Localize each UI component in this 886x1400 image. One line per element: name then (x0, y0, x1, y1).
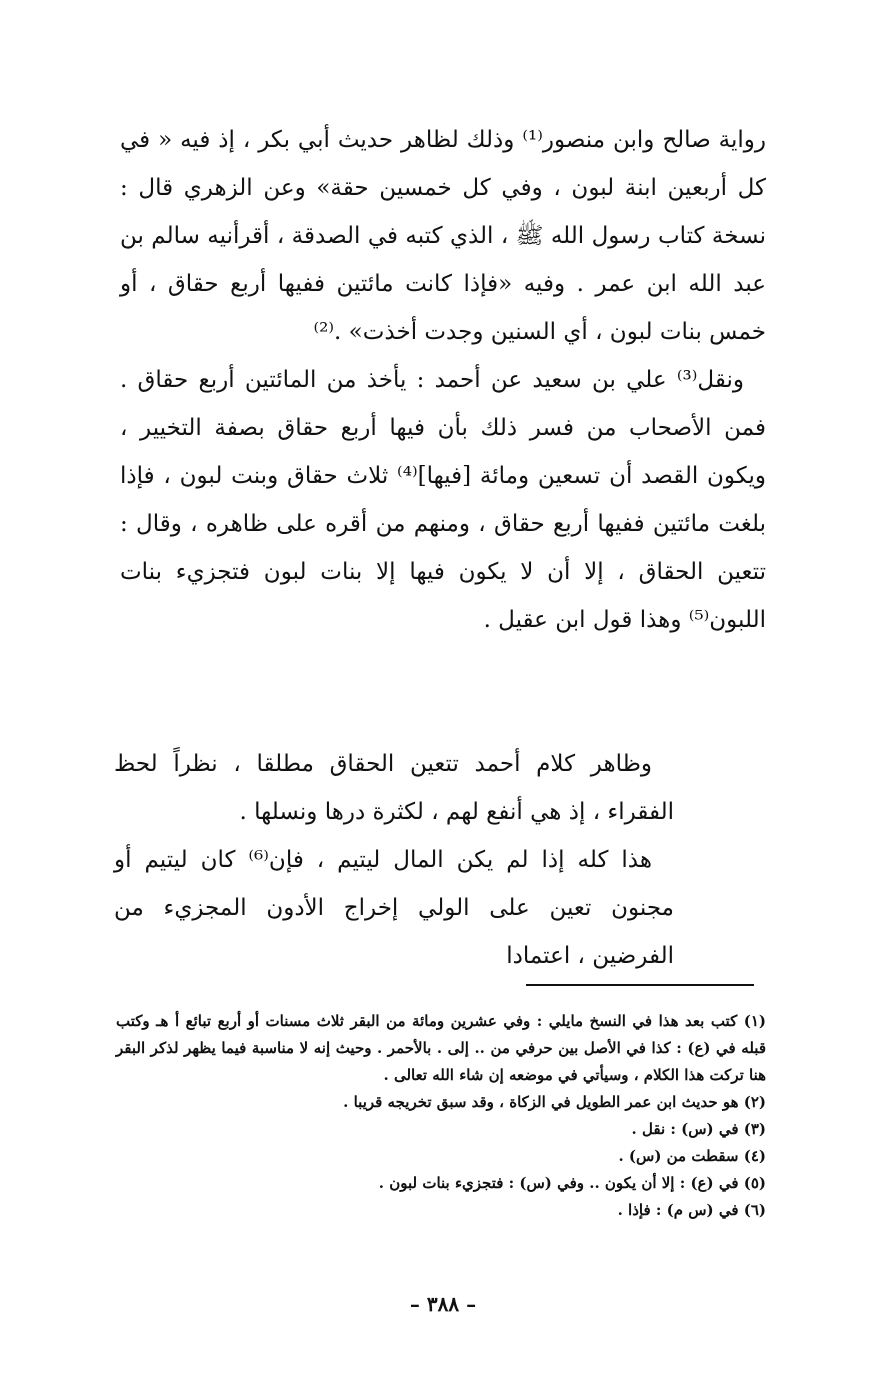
paragraph-1: رواية صالح وابن منصور⁽¹⁾ وذلك لظاهر حديث أبي بكر ، إذ فيه « في كل أربعين ابنة لبون ، وفي كل خمسين حقة» وعن الزهري قال : نسخة كتاب رسول الله ﷺ ، الذي كتبه في الصدقة ، أقرأنيه سالم بن عبد الله ابن عمر . وفيه «فإذا كانت مائتين ففيها أربع حقاق ، أو خمس بنات لبون ، أي السنين وجدت أخذت» .⁽²⁾ (120, 127, 766, 345)
footnote-4: (٤) سقطت من (س) . (618, 1147, 766, 1165)
footnote-5: (٥) في (ع) : إلا أن يكون .. وفي (س) : فتجزيء بنات لبون . (378, 1174, 766, 1192)
footnote-2: (٢) هو حديث ابن عمر الطويل في الزكاة ، وقد سبق تخريجه قريبا . (343, 1093, 766, 1111)
main-text-top (120, 116, 766, 644)
footnote-separator (526, 984, 754, 986)
footnote-6: (٦) في (س م) : فإذا . (617, 1201, 766, 1219)
page-number: – ٣٨٨ – (409, 1292, 477, 1316)
paragraph-4: هذا كله إذا لم يكن المال ليتيم ، فإن⁽⁶⁾ كان ليتيم أو مجنون تعين على الولي إخراج الأدون المجزيء من الفرضين ، اعتمادا (114, 847, 674, 969)
footnote-3: (٣) في (س) : نقل . (631, 1120, 766, 1138)
paragraph-2: ونقل⁽³⁾ علي بن سعيد عن أحمد : يأخذ من المائتين أربع حقاق . فمن الأصحاب من فسر ذلك بأن فيها أربع حقاق بصفة التخيير ، ويكون القصد أن تسعين ومائة [فيها]⁽⁴⁾ ثلاث حقاق وبنت لبون ، فإذا بلغت مائتين ففيها أربع حقاق ، ومنهم من أقره على ظاهره ، وقال : تتعين الحقاق ، إلا أن لا يكون فيها إلا بنات لبون فتجزيء بنات اللبون⁽⁵⁾ وهذا قول ابن عقيل . (120, 367, 767, 633)
paragraph-3: وظاهر كلام أحمد تتعين الحقاق مطلقا ، نظراً لحظ الفقراء ، إذ هي أنفع لهم ، لكثرة درها ونسلها . (114, 751, 674, 825)
footnote-1: (١) كتب بعد هذا في النسخ مايلي : وفي عشرين ومائة من البقر ثلاث مسنات أو أربع تبائع أ هـ وكتب قبله في (ع) : كذا في الأصل بين حرفي من .. إلى . بالأحمر . وحيث إنه لا مناسبة فيما يظهر لذكر البقر هنا تركت هذا الكلام ، وسيأتي في موضعه إن شاء الله تعالى . (116, 1012, 766, 1084)
footnotes (116, 1008, 766, 1224)
main-text-bottom (114, 740, 674, 980)
